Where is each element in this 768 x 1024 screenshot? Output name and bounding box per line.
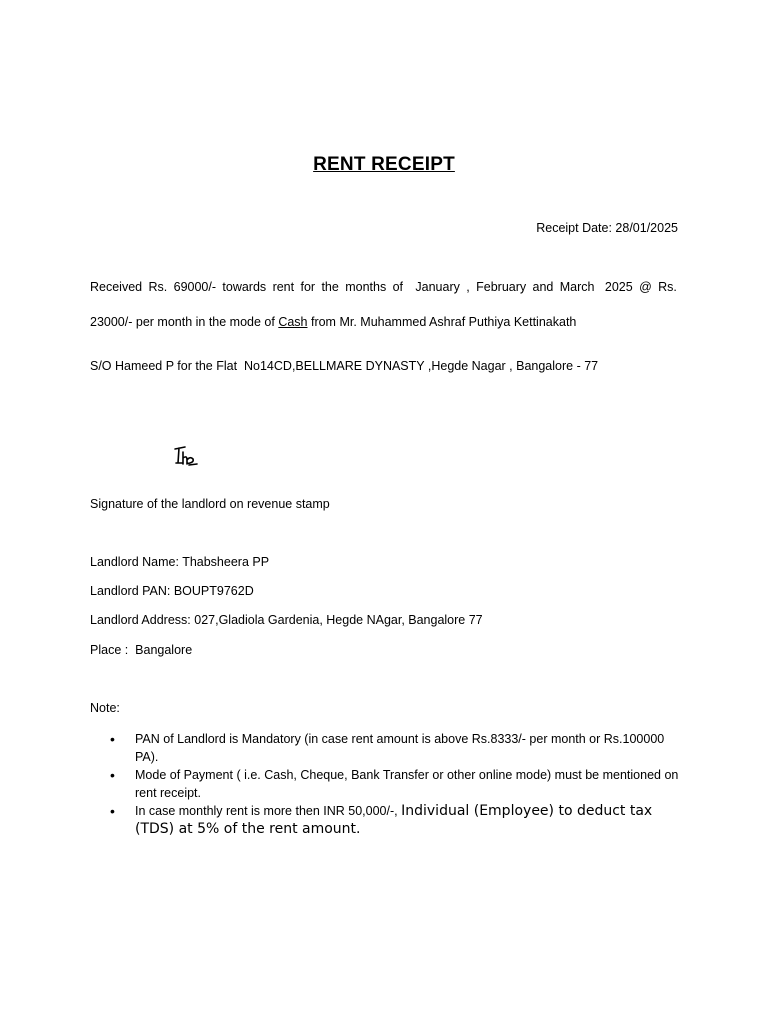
word: of	[392, 280, 404, 294]
note-text-large: Individual (Employee) to deduct tax (TDS) at 5% of the rent amount.	[135, 803, 653, 837]
word: March	[559, 280, 595, 294]
list-item	[90, 766, 680, 802]
word: Received	[90, 280, 143, 294]
body-line-2	[90, 315, 576, 329]
word: and	[532, 280, 554, 294]
payment-mode: Cash	[278, 315, 308, 329]
word: January	[415, 280, 460, 294]
place: Place : Bangalore	[90, 643, 193, 657]
list-item	[90, 802, 680, 838]
word: 2025	[604, 280, 633, 294]
notes-list	[90, 730, 680, 838]
bullet-icon: •	[110, 731, 115, 747]
word: ,	[466, 280, 470, 294]
bullet-icon: •	[110, 767, 115, 783]
note-text: PAN of Landlord is Mandatory (in case rent amount is above Rs.8333/- per month or Rs.100000 PA).	[135, 732, 665, 764]
list-item	[90, 730, 680, 766]
word: Rs.	[658, 280, 677, 294]
word: Rs.	[148, 280, 168, 294]
line-suffix: from Mr. Muhammed Ashraf Puthiya Kettinakath	[307, 315, 577, 329]
word: towards	[222, 280, 267, 294]
line-prefix: 23000/- per month in the mode of	[90, 315, 279, 329]
landlord-address: Landlord Address: 027,Gladiola Gardenia, Hegde NAgar, Bangalore 77	[90, 613, 483, 627]
note-text: Mode of Payment ( i.e. Cash, Cheque, Bank Transfer or other online mode) must be mentioned on rent receipt.	[135, 768, 679, 800]
word: @	[639, 280, 652, 294]
word: months	[345, 280, 387, 294]
landlord-name: Landlord Name: Thabsheera PP	[90, 555, 270, 569]
word: the	[321, 280, 339, 294]
word: February	[476, 280, 527, 294]
signature-caption: Signature of the landlord on revenue stamp	[90, 497, 330, 511]
note-text-small: In case monthly rent is more then INR 50,000/-,	[135, 804, 402, 818]
receipt-date: Receipt Date: 28/01/2025	[536, 221, 678, 235]
word: 69000/-	[173, 280, 217, 294]
bullet-icon: •	[110, 803, 115, 819]
body-line-3: S/O Hameed P for the Flat No14CD,BELLMARE DYNASTY ,Hegde Nagar , Bangalore - 77	[90, 359, 599, 373]
note-heading: Note:	[90, 701, 120, 715]
word: for	[300, 280, 316, 294]
landlord-pan: Landlord PAN: BOUPT9762D	[90, 584, 254, 598]
word: rent	[272, 280, 295, 294]
document-title: RENT RECEIPT	[313, 154, 455, 175]
landlord-signature	[172, 443, 200, 469]
body-line-1	[90, 280, 677, 294]
